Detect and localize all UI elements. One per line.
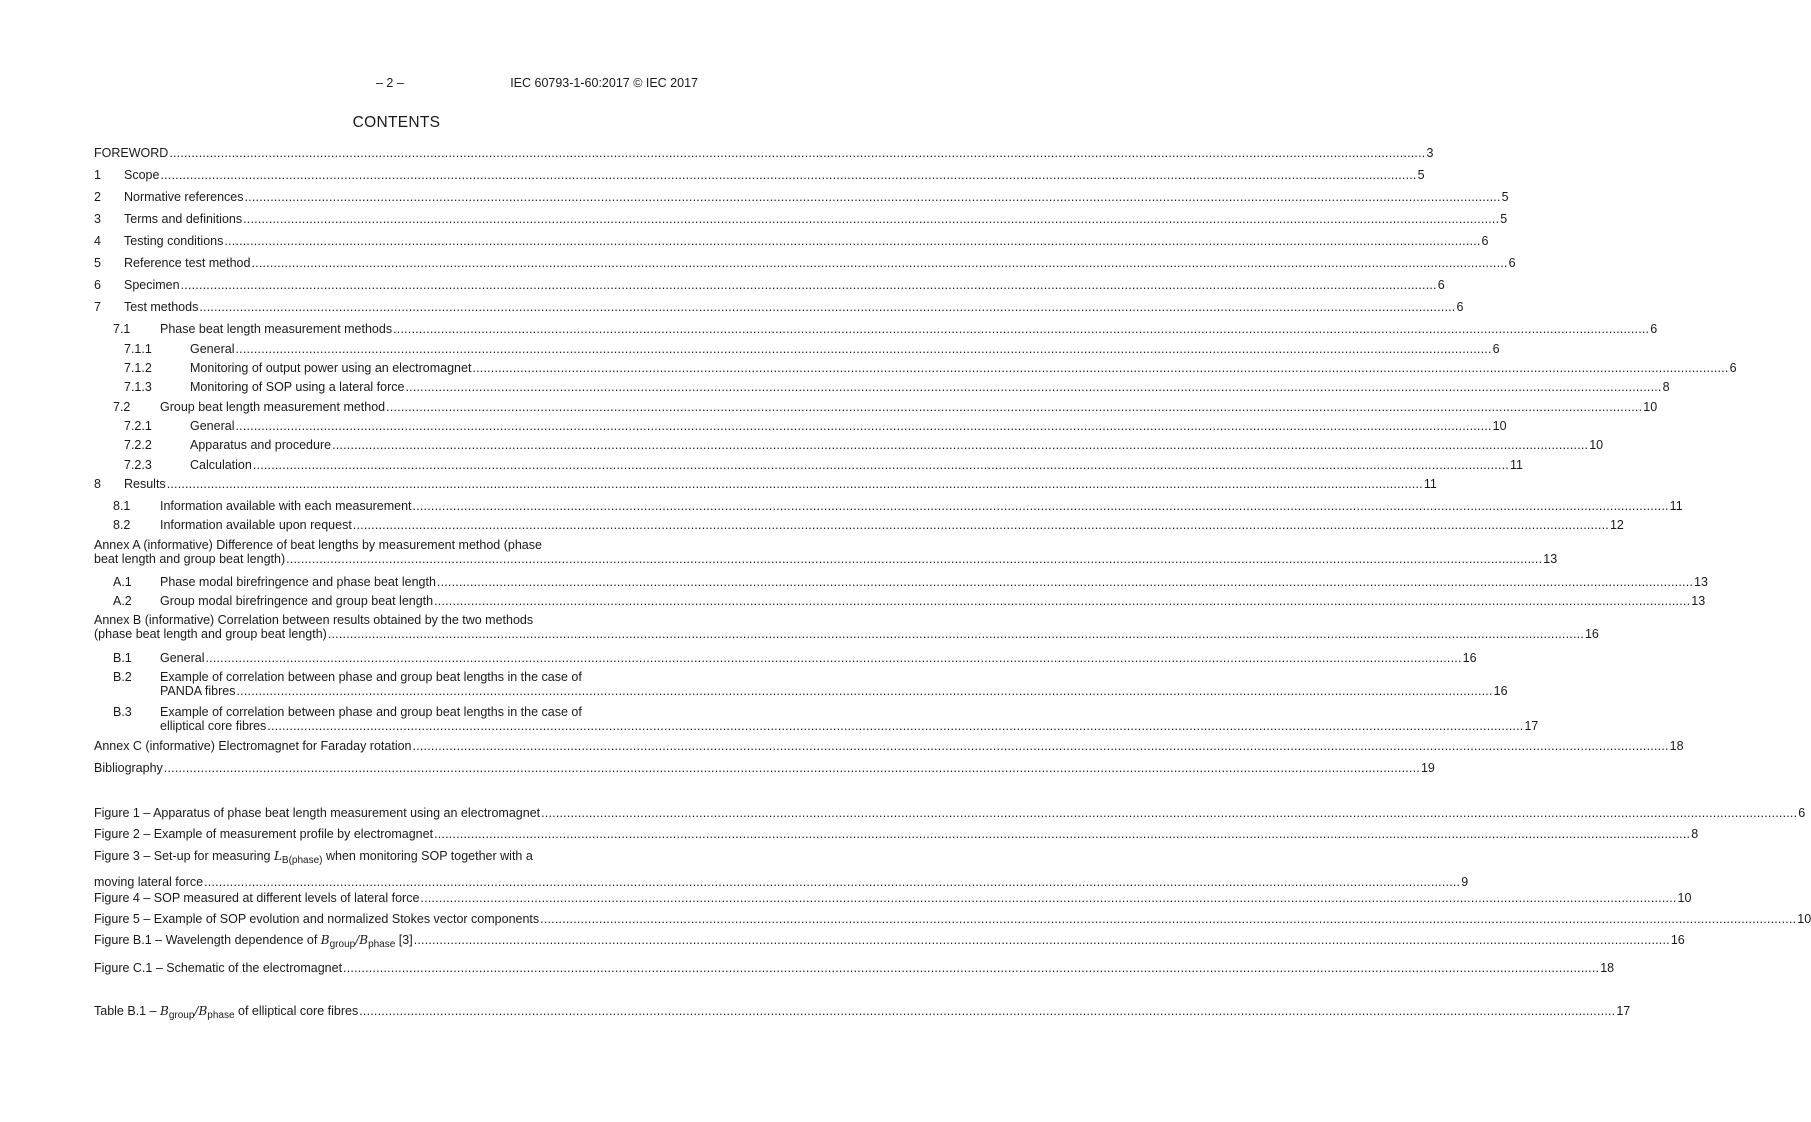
- figure-entry-b-1[interactable]: Figure B.1 – Wavelength dependence of $B_{group}/B_{phase}$ [3] ..... 16: [94, 933, 698, 952]
- figure-entry-5[interactable]: Figure 5 – Example of SOP evolution and normalized Stokes vector components ..... 10: [94, 912, 698, 926]
- page-title: CONTENTS: [352, 114, 441, 131]
- toc-entry-7-2-2[interactable]: 7.2.2 Apparatus and procedure ..... 10: [94, 438, 698, 452]
- toc-entry-annex-b[interactable]: Annex B (informative) Correlation between results obtained by the two methods (phase beat length and group beat length) ..... 16: [94, 613, 698, 641]
- toc-entry-7-1[interactable]: 7.1 Phase beat length measurement methods ..... 6: [94, 322, 698, 336]
- toc-entry-b-1[interactable]: B.1 General ..... 16: [94, 651, 698, 665]
- toc-entry-a-2[interactable]: A.2 Group modal birefringence and group beat length ..... 13: [94, 594, 698, 608]
- toc-entry-7-1-2[interactable]: 7.1.2 Monitoring of output power using an electromagnet ..... 6: [94, 361, 698, 375]
- table-entry-b-1[interactable]: Table $B.1 - B_{group}/B_{phase}$ of elliptical core fibres ..... 17: [94, 1004, 698, 1023]
- toc-entry-8[interactable]: 8 Results ..... 11: [94, 477, 698, 491]
- figure-entry-2[interactable]: Figure 2 – Example of measurement profile by electromagnet ..... 8: [94, 827, 698, 841]
- toc-entry-4[interactable]: 4 Testing conditions ..... 6: [94, 234, 698, 248]
- toc-entry-7-2-3[interactable]: 7.2.3 Calculation ..... 11: [94, 458, 698, 472]
- dot-leader: [169, 146, 1425, 160]
- figure-entry-c-1[interactable]: Figure C.1 – Schematic of the electromagnet ..... 18: [94, 961, 698, 975]
- toc-entry-foreword[interactable]: FOREWORD ..... 3: [94, 146, 698, 160]
- page-number: – 2 –: [376, 76, 404, 90]
- toc-entry-8-1[interactable]: 8.1 Information available with each measurement ..... 11: [94, 499, 698, 513]
- toc-entry-8-2[interactable]: 8.2 Information available upon request ..... 12: [94, 518, 698, 532]
- page-header: [0, 76, 793, 92]
- toc-entry-2[interactable]: 2 Normative references ..... 5: [94, 190, 698, 204]
- toc-entry-bibliography[interactable]: Bibliography ..... 19: [94, 761, 698, 775]
- toc-entry-annex-c[interactable]: Annex C (informative) Electromagnet for Faraday rotation ..... 18: [94, 739, 698, 753]
- page-ref: 3: [1426, 146, 1434, 160]
- toc-entry-1[interactable]: 1 Scope ..... 5: [94, 168, 698, 182]
- toc-entry-7-1-3[interactable]: 7.1.3 Monitoring of SOP using a lateral force ..... 8: [94, 380, 698, 394]
- toc-entry-7[interactable]: 7 Test methods ..... 6: [94, 300, 698, 314]
- toc-entry-b-2[interactable]: B.2 Example of correlation between phase and group beat lengths in the case of PANDA fibres ..... 16: [94, 670, 698, 698]
- toc-entry-3[interactable]: 3 Terms and definitions ..... 5: [94, 212, 698, 226]
- figure-entry-4[interactable]: Figure 4 – SOP measured at different levels of lateral force ..... 10: [94, 891, 698, 905]
- toc-entry-7-1-1[interactable]: 7.1.1 General ..... 6: [94, 342, 698, 356]
- toc-entry-b-3[interactable]: B.3 Example of correlation between phase and group beat lengths in the case of elliptical core fibres ..... 17: [94, 705, 698, 733]
- toc-entry-6[interactable]: 6 Specimen ..... 6: [94, 278, 698, 292]
- toc-entry-7-2-1[interactable]: 7.2.1 General ..... 10: [94, 419, 698, 433]
- toc-entry-5[interactable]: 5 Reference test method ..... 6: [94, 256, 698, 270]
- toc-entry-a-1[interactable]: A.1 Phase modal birefringence and phase beat length ..... 13: [94, 575, 698, 589]
- document-id: IEC 60793-1-60:2017 © IEC 2017: [510, 76, 698, 90]
- toc-entry-7-2[interactable]: 7.2 Group beat length measurement method ..... 10: [94, 400, 698, 414]
- toc-entry-annex-a[interactable]: Annex A (informative) Difference of beat lengths by measurement method (phase beat length and group beat length) ..... 13: [94, 538, 698, 566]
- figure-entry-1[interactable]: Figure 1 – Apparatus of phase beat length measurement using an electromagnet ..... 6: [94, 806, 698, 820]
- symbol-l: L: [273, 849, 282, 863]
- figure-entry-3[interactable]: Figure 3 – Set-up for measuring $L_{B(phase)}$ when monitoring SOP together with a moving lateral force ..... 9: [94, 848, 698, 889]
